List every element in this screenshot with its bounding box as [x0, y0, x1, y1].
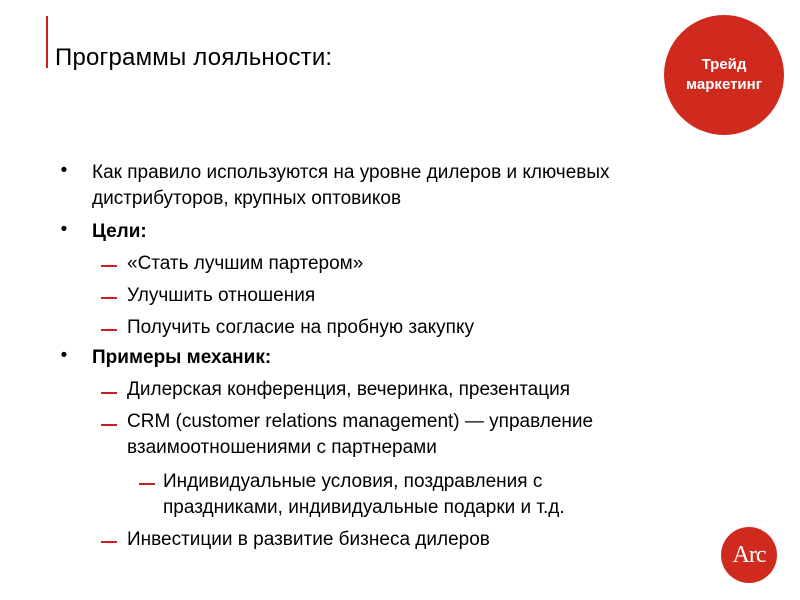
list-item: [92, 160, 712, 212]
dash-bullet-icon: [101, 265, 117, 267]
list-item-text: Инвестиции в развитие бизнеса дилеров: [127, 529, 490, 550]
list-item-text: Как правило используются на уровне дилеров и ключевых дистрибуторов, крупных оптовиков: [92, 162, 610, 209]
list-item-text: Индивидуальные условия, поздравления с праздниками, индивидуальные подарки и т.д.: [163, 471, 565, 518]
dash-bullet-icon: [139, 483, 155, 485]
list-item: [127, 409, 692, 461]
dash-bullet-icon: [101, 392, 117, 394]
dash-bullet-icon: [101, 541, 117, 543]
arc-logo: [721, 527, 777, 583]
bullet-dot-icon: •: [60, 160, 68, 181]
bullet-dot-icon: •: [60, 219, 68, 240]
list-item-text: CRM (customer relations management) — управление взаимоотношениями с партнерами: [127, 411, 594, 458]
slide-title: Программы лояльности:: [55, 44, 333, 71]
badge-label: Трейд маркетинг: [686, 56, 762, 93]
list-item-text: Улучшить отношения: [127, 285, 316, 306]
list-item: [127, 527, 707, 553]
list-item: [127, 283, 707, 309]
list-item: [127, 251, 707, 277]
dash-bullet-icon: [101, 297, 117, 299]
list-item: [163, 469, 643, 521]
bullet-dot-icon: •: [60, 345, 68, 366]
list-item-text: Цели:: [92, 221, 147, 242]
list-item-text: Получить согласие на пробную закупку: [127, 317, 474, 338]
list-item: [92, 219, 592, 245]
list-item: [127, 377, 707, 403]
list-item: [127, 315, 707, 341]
list-item-text: Примеры механик:: [92, 347, 272, 368]
dash-bullet-icon: [101, 329, 117, 331]
list-item-text: Дилерская конференция, вечеринка, презентация: [127, 379, 571, 400]
list-item: [92, 345, 592, 371]
list-item-text: «Стать лучшим партером»: [127, 253, 364, 274]
dash-bullet-icon: [101, 424, 117, 426]
arc-logo-text: Arc: [732, 541, 766, 568]
